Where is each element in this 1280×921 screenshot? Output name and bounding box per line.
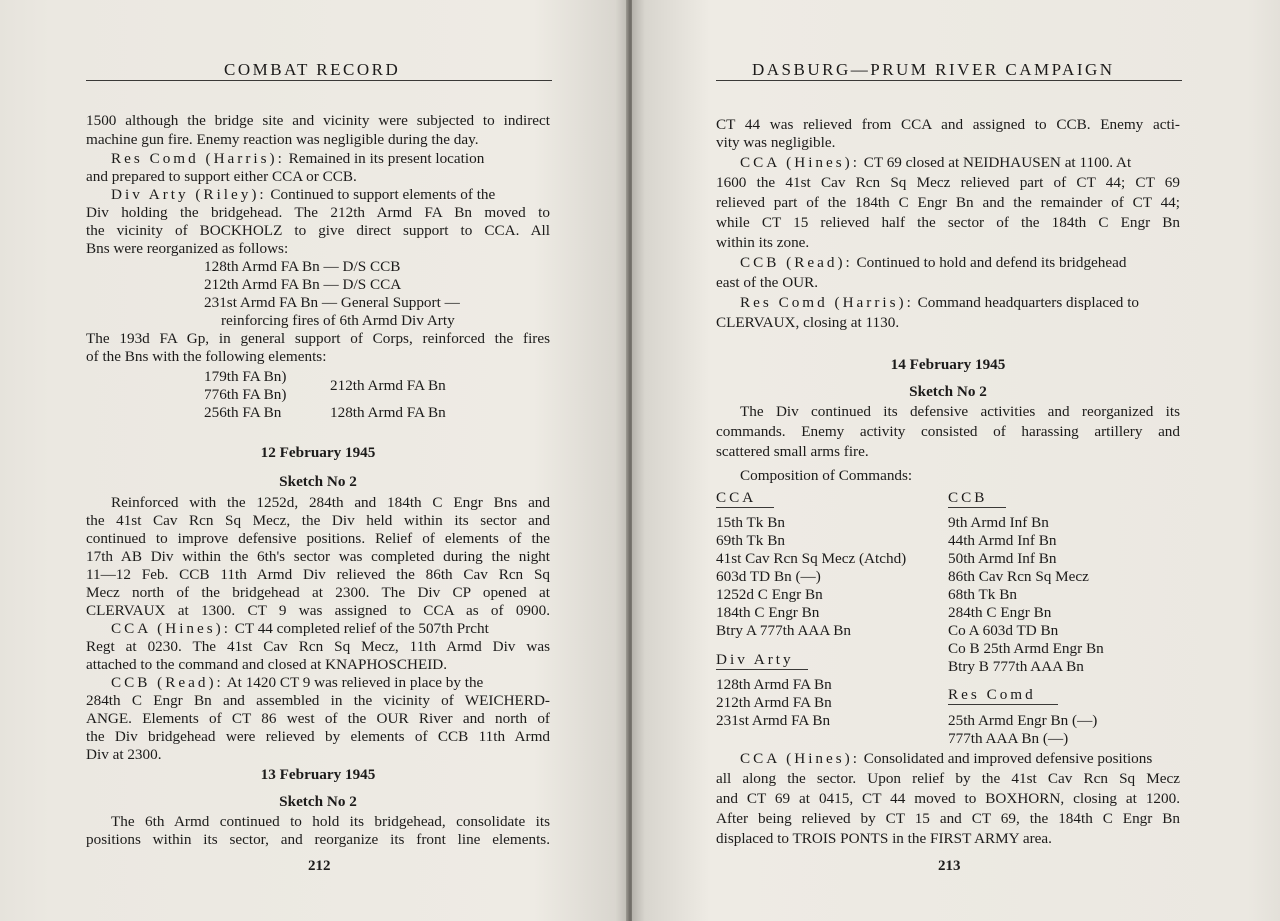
unit-item: 1252d C Engr Bn (716, 586, 823, 603)
unit-item: 603d TD Bn (—) (716, 568, 821, 585)
header-rule (86, 80, 552, 81)
text-line: the 41st Cav Rcn Sq Mecz, the Div held within its sector and (86, 512, 550, 529)
text-line (111, 150, 484, 168)
text-line: 17th AB Div within the 6th's sector was completed during the night (86, 548, 550, 565)
sketch-heading: Sketch No 2 (909, 383, 987, 400)
text-line: 11—12 Feb. CCB 11th Armd Div relieved the 86th Cav Rcn Sq (86, 566, 550, 583)
text-line: The Div continued its defensive activities and reorganized its (740, 403, 1180, 420)
text-line (111, 186, 495, 204)
text-line: After being relieved by CT 15 and CT 69, the 184th C Engr Bn (716, 810, 1180, 827)
heading-underline (716, 507, 774, 508)
text-line: of the Bns with the following elements: (86, 348, 327, 365)
unit-label: CCA (Hines): (740, 750, 860, 767)
page-number: 213 (938, 858, 961, 874)
unit-item: 50th Armd Inf Bn (948, 550, 1057, 567)
unit-item: 9th Armd Inf Bn (948, 514, 1049, 531)
unit-item: 128th Armd FA Bn (716, 676, 832, 693)
reorg-line: 212th Armd FA Bn — D/S CCA (204, 276, 402, 293)
text-line: CLERVAUX, closing at 1130. (716, 314, 900, 331)
text-line: and prepared to support either CCA or CCB. (86, 168, 357, 185)
unit-label: CCA (Hines): (740, 154, 860, 171)
unit-item: 231st Armd FA Bn (716, 712, 831, 729)
running-header: DASBURG—PRUM RIVER CAMPAIGN (752, 60, 1115, 79)
text-line: vity was negligible. (716, 134, 836, 151)
ccb-heading: CCB (948, 489, 988, 506)
unit-item: Btry A 777th AAA Bn (716, 622, 852, 639)
unit-item: 44th Armd Inf Bn (948, 532, 1057, 549)
text-line: Reinforced with the 1252d, 284th and 184th C Engr Bns and (111, 494, 550, 511)
unit-label: CCB (Read): (740, 254, 853, 271)
text-line: commands. Enemy activity consisted of harassing artillery and (716, 423, 1180, 440)
unit-item: 68th Tk Bn (948, 586, 1017, 603)
page-number: 212 (308, 858, 331, 874)
left-page (0, 0, 628, 921)
res-comd-heading: Res Comd (948, 686, 1036, 703)
text-line: scattered small arms fire. (716, 443, 869, 460)
element-item: 179th FA Bn) (204, 368, 287, 385)
running-header: COMBAT RECORD (224, 60, 401, 79)
text-line: Div at 2300. (86, 746, 162, 763)
heading-underline (948, 704, 1058, 705)
text-line: Regt at 0230. The 41st Cav Rcn Sq Mecz, 11th Armd Div was (86, 638, 550, 655)
div-arty-heading: Div Arty (716, 651, 794, 668)
reorg-line: 128th Armd FA Bn — D/S CCB (204, 258, 401, 275)
text-line: all along the sector. Upon relief by the 41st Cav Rcn Sq Mecz (716, 770, 1180, 787)
text-span: Continued to support elements of the (270, 186, 496, 203)
text-line: 1600 the 41st Cav Rcn Sq Mecz relieved part of CT 44; CT 69 (716, 174, 1180, 191)
date-heading: 13 February 1945 (260, 766, 376, 783)
unit-label: Res Comd (Harris): (740, 294, 914, 311)
unit-item: 184th C Engr Bn (716, 604, 820, 621)
unit-item: Co A 603d TD Bn (948, 622, 1059, 639)
sketch-heading: Sketch No 2 (279, 473, 357, 490)
cca-heading: CCA (716, 489, 757, 506)
unit-item: 212th Armd FA Bn (716, 694, 832, 711)
text-line: the Div bridgehead were relieved by elements of CCB 11th Armd (86, 728, 550, 745)
unit-item: 25th Armd Engr Bn (—) (948, 712, 1098, 729)
unit-label: Res Comd (Harris): (111, 150, 285, 167)
reorg-line: reinforcing fires of 6th Armd Div Arty (221, 312, 455, 329)
text-line: positions within its sector, and reorganize its front line elements. (86, 831, 550, 848)
date-heading: 14 February 1945 (890, 356, 1006, 373)
text-span: CT 44 completed relief of the 507th Prcht (234, 620, 489, 637)
unit-item: 284th C Engr Bn (948, 604, 1052, 621)
text-line: 284th C Engr Bn and assembled in the vicinity of WEICHERD- (86, 692, 550, 709)
element-item: 256th FA Bn (204, 404, 282, 421)
sketch-heading: Sketch No 2 (279, 793, 357, 810)
header-rule (716, 80, 1182, 81)
unit-label: Div Arty (Riley): (111, 186, 267, 203)
text-line: east of the OUR. (716, 274, 819, 291)
text-line: continued to improve defensive positions. Relief of elements of the (86, 530, 550, 547)
text-line: Bns were reorganized as follows: (86, 240, 289, 257)
reorg-line: 231st Armd FA Bn — General Support — (204, 294, 460, 311)
text-line (111, 620, 489, 638)
text-span: Remained in its present location (288, 150, 485, 167)
text-line: CLERVAUX at 1300. CT 9 was assigned to CCA as of 0900. (86, 602, 550, 619)
composition-title: Composition of Commands: (740, 467, 913, 484)
unit-label: CCB (Read): (111, 674, 224, 691)
text-span: Continued to hold and defend its bridgehead (856, 254, 1127, 271)
element-item: 212th Armd FA Bn (330, 377, 446, 394)
element-item: 128th Armd FA Bn (330, 404, 446, 421)
text-line: within its zone. (716, 234, 810, 251)
text-line: CT 44 was relieved from CCA and assigned to CCB. Enemy acti- (716, 116, 1180, 133)
text-line: 1500 although the bridge site and vicinity were subjected to indirect (86, 112, 550, 129)
text-line (740, 294, 1139, 312)
text-line: relieved part of the 184th C Engr Bn and the remainder of CT 44; (716, 194, 1180, 211)
unit-item: Btry B 777th AAA Bn (948, 658, 1084, 675)
text-line: ANGE. Elements of CT 86 west of the OUR River and north of (86, 710, 550, 727)
text-line: Div holding the bridgehead. The 212th Armd FA Bn moved to (86, 204, 550, 221)
text-line (111, 674, 483, 692)
unit-item: 41st Cav Rcn Sq Mecz (Atchd) (716, 550, 907, 567)
text-line: and CT 69 at 0415, CT 44 moved to BOXHORN, closing at 1200. (716, 790, 1180, 807)
date-heading: 12 February 1945 (260, 444, 376, 461)
heading-underline (948, 507, 1006, 508)
unit-item: 777th AAA Bn (—) (948, 730, 1069, 747)
heading-underline (716, 669, 808, 670)
unit-item: 69th Tk Bn (716, 532, 785, 549)
text-line: The 193d FA Gp, in general support of Corps, reinforced the fires (86, 330, 550, 347)
text-line: machine gun fire. Enemy reaction was negligible during the day. (86, 131, 479, 148)
unit-item: 15th Tk Bn (716, 514, 785, 531)
text-span: CT 69 closed at NEIDHAUSEN at 1100. At (863, 154, 1132, 171)
element-item: 776th FA Bn) (204, 386, 287, 403)
unit-item: Co B 25th Armd Engr Bn (948, 640, 1104, 657)
text-line: attached to the command and closed at KNAPHOSCHEID. (86, 656, 448, 673)
text-line (740, 750, 1152, 768)
text-line: Mecz north of the bridgehead at 2300. The Div CP opened at (86, 584, 550, 601)
text-line (740, 254, 1126, 272)
unit-item: 86th Cav Rcn Sq Mecz (948, 568, 1089, 585)
text-span: Consolidated and improved defensive positions (863, 750, 1153, 767)
text-line (740, 154, 1131, 172)
unit-label: CCA (Hines): (111, 620, 231, 637)
text-line: while CT 15 relieved half the sector of the 184th C Engr Bn (716, 214, 1180, 231)
right-page (632, 0, 1280, 921)
text-line: The 6th Armd continued to hold its bridgehead, consolidate its (111, 813, 550, 830)
text-span: At 1420 CT 9 was relieved in place by the (226, 674, 484, 691)
text-line: the vicinity of BOCKHOLZ to give direct support to CCA. All (86, 222, 550, 239)
text-span: Command headquarters displaced to (917, 294, 1140, 311)
text-line: displaced to TROIS PONTS in the FIRST ARMY area. (716, 830, 1052, 847)
